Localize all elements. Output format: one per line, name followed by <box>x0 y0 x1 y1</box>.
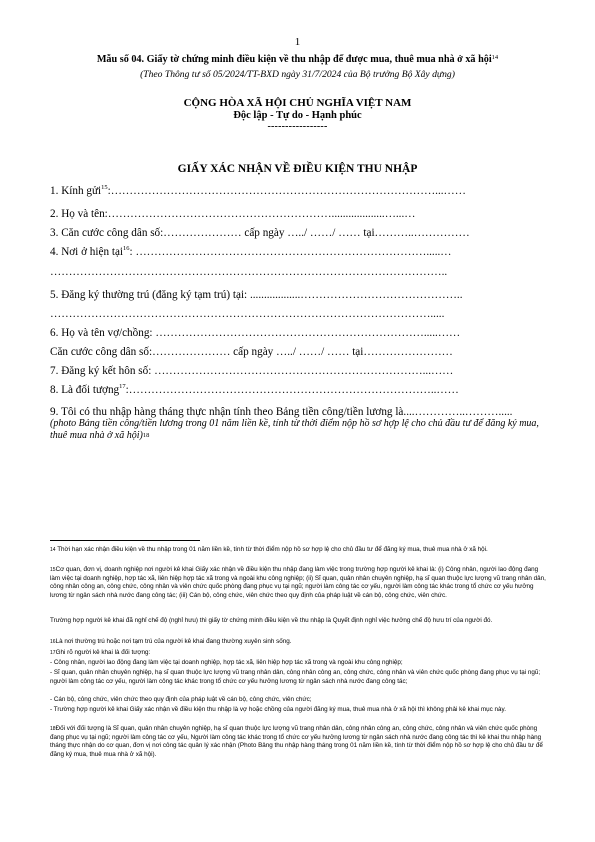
footnote-17-text: Ghi rõ người kê khai là đối tượng: <box>55 649 151 656</box>
certificate-title: GIẤY XÁC NHẬN VỀ ĐIỀU KIỆN THU NHẬP <box>177 163 418 175</box>
form-title <box>0 54 595 65</box>
form-subtitle: (Theo Thông tư số 05/2024/TT-BXD ngày 31/7/2024 của Bộ trưởng Bộ Xây dựng) <box>140 69 455 80</box>
field-recipient-fill: :……………………………………………………………………………...…… <box>107 185 466 197</box>
footnote-15-retired: Trường hợp người kê khai đã nghỉ chế độ (nghỉ hưu) thì giấy tờ chứng minh điều kiện về thu nhập là Quyết định nghỉ việc hưởng chế độ hưu trí của người đó. <box>50 617 493 624</box>
footnote-18-text: Đối với đối tượng là Sĩ quan, quân nhân chuyên nghiệp, hạ sĩ quan thuộc lực lượng vũ trang nhân dân, công nhân công an, công chức, công nhân và viên chức quốc phòng đang phục vụ tại ngũ; người làm công tác cơ yếu, Người làm công tác khác trong tổ chức cơ yếu hưởng lương từ ngân sách nhà nước đang công tác thì kê khai thu nhập hàng tháng thực nhận do cơ quan, đơn vị nơi công tác quản lý xác nhận (Photo Bảng thu nhập hàng tháng trong 01 năm liền kề, tính từ thời điểm nộp hồ sơ hợp lệ cho chủ đầu tư để đăng ký mua, thuê mua nhà ở xã hội). <box>50 725 543 758</box>
field-spouse-citizen-id[interactable]: Căn cước công dân số:………………… cấp ngày …../ ……/ …… tại…………………… <box>50 346 453 358</box>
footnote-separator <box>50 540 200 541</box>
footnote-16-text: Là nơi thường trú hoặc nơi tạm trú của người kê khai đang thường xuyên sinh sống. <box>55 638 292 645</box>
field-full-name-fill: ……………………………………………………...................…...… <box>107 208 416 220</box>
motto-rule: ----------------- <box>267 121 328 132</box>
footnote-ref-18: 18 <box>142 432 150 439</box>
field-monthly-income[interactable]: 9. Tôi có thu nhập hàng tháng thực nhận tính theo Bảng tiền công/tiền lương là....…………..………..... <box>50 406 513 418</box>
footnote-17-mark: 17 <box>50 650 56 656</box>
monthly-income-note-text: (photo Bảng tiền công/tiền lương trong 01 năm liền kề, tính từ thời điểm nộp hồ sơ hợp lệ cho chủ đầu tư để đăng ký mua, thuê mua nhà ở xã hội) <box>50 418 539 441</box>
field-subject-category-label: 8. Là đối tượng <box>50 384 120 396</box>
field-recipient-label: 1. Kính gửi <box>50 185 102 197</box>
footnote-18 <box>50 725 547 759</box>
footnote-15 <box>50 566 547 600</box>
field-recipient[interactable] <box>50 184 555 198</box>
field-permanent-residence-cont[interactable]: …………………………………………………………………………………………..... <box>50 308 445 320</box>
field-current-residence[interactable] <box>50 245 555 259</box>
footnote-14-text: Thời hạn xác nhận điều kiện về thu nhập trong 01 năm liền kề, tính từ thời điểm nộp hồ sơ hợp lệ cho chủ đầu tư để đăng ký mua, thuê mua nhà ở xã hội. <box>57 546 488 553</box>
field-current-residence-cont[interactable]: …………………………………………………………………………………………….. <box>50 266 448 278</box>
field-marriage-registration[interactable]: 7. Đăng ký kết hôn số: ………………………………………………………………...…… <box>50 365 454 377</box>
footnote-17-item-workers: - Công nhân, người lao động đang làm việc tại doanh nghiệp, hợp tác xã, liên hiệp hợp tác xã trong và ngoài khu công nghiệp; <box>50 659 403 666</box>
footnote-ref-16: 16 <box>123 245 130 252</box>
field-citizen-id[interactable]: 3. Căn cước công dân số:………………… cấp ngày …../ ……/ …… tại………..…………… <box>50 227 470 239</box>
footnote-15-mark: 15 <box>50 567 56 573</box>
footnote-17-item-armed-forces: - Sĩ quan, quân nhân chuyên nghiệp, hạ sĩ quan thuộc lực lượng vũ trang nhân dân, công nhân công an, công chức, công nhân và viên chức quốc phòng đang phục vụ tại ngũ; người làm công tác cơ yếu, người làm công tác khác trong tổ chức cơ yếu hưởng lương từ ngân sách nhà nước đang công tác; <box>50 669 541 685</box>
footnote-17 <box>50 649 547 658</box>
footnote-14-mark: 14 <box>50 547 56 553</box>
footnote-17-item-officials: - Cán bộ, công chức, viên chức theo quy định của pháp luật về cán bộ, công chức, viên chức; <box>50 696 312 703</box>
footnote-ref-14: 14 <box>491 54 499 61</box>
monthly-income-note <box>50 418 550 442</box>
field-full-name[interactable] <box>50 207 555 221</box>
footnote-ref-15: 15 <box>101 184 108 191</box>
footnote-18-mark: 18 <box>50 726 56 732</box>
form-title-text: Mẫu số 04. Giấy tờ chứng minh điều kiện về thu nhập để được mua, thuê mua nhà ở xã hội <box>96 54 492 65</box>
field-spouse-name[interactable]: 6. Họ và tên vợ/chồng: ……………………………………………………………….....…… <box>50 327 461 339</box>
field-permanent-residence[interactable]: 5. Đăng ký thường trú (đăng ký tạm trú) tại: ..................…………………………………….. <box>50 289 463 301</box>
field-subject-category-fill: :………………………………………………………………………..…… <box>125 384 459 396</box>
footnote-ref-17: 17 <box>119 383 126 390</box>
national-title: CỘNG HÒA XÃ HỘI CHỦ NGHĨA VIỆT NAM <box>183 97 412 109</box>
field-subject-category[interactable] <box>50 383 555 397</box>
field-full-name-label: 2. Họ và tên: <box>50 208 108 220</box>
footnote-14 <box>50 546 547 555</box>
page-number: 1 <box>294 36 301 48</box>
footnote-17-item-spouse: - Trường hợp người kê khai Giấy xác nhận về điều kiện thu nhập là vợ hoặc chồng của người đăng ký mua, thuê mua nhà ở xã hội thì không phải kê khai mục này. <box>50 706 506 713</box>
footnote-16 <box>50 638 547 647</box>
field-current-residence-fill: : …………………………………………………………………….....… <box>129 246 452 258</box>
footnote-16-mark: 16 <box>50 639 56 645</box>
national-motto: Độc lập - Tự do - Hạnh phúc <box>233 110 362 121</box>
footnote-15-text: Cơ quan, đơn vị, doanh nghiệp nơi người kê khai Giấy xác nhận về điều kiện thu nhập đang làm việc trong trường hợp người kê khai là: (i) Công nhân, người lao động đang làm việc tại doanh nghiệp, hợp tác xã, liên hiệp hợp tác xã trong và ngoài khu công nghiệp; (ii) Sĩ quan, quân nhân chuyên nghiệp, hạ sĩ quan thuộc lực lượng vũ trang nhân dân, công nhân công an, công chức, công nhân và viên chức quốc phòng đang phục vụ tại ngũ; người làm công tác cơ yếu, người làm công tác khác trong tổ chức cơ yếu hưởng lương từ ngân sách nhà nước đang công tác; (iii) Cán bộ, công chức, viên chức theo quy định của pháp luật về cán bộ, công chức, viên chức. <box>50 566 546 599</box>
field-current-residence-label: 4. Nơi ở hiện tại <box>50 246 124 258</box>
